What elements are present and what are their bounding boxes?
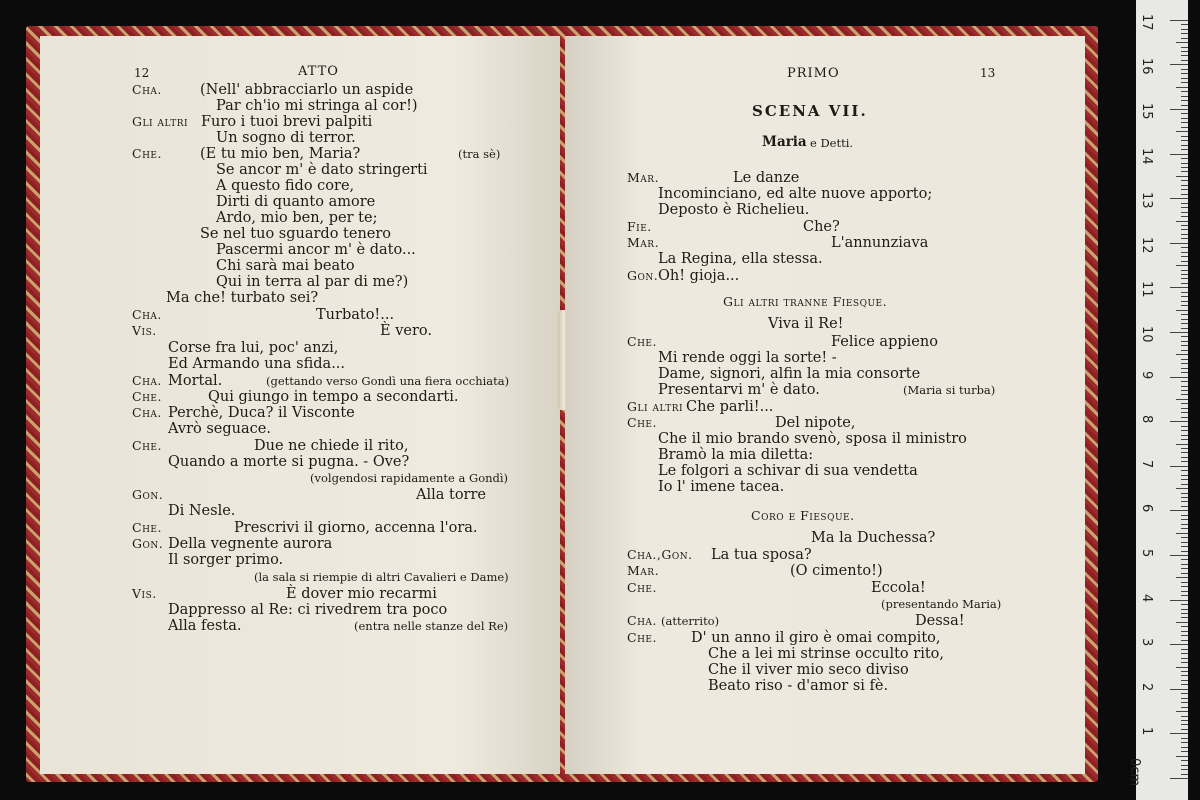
ruler-tick <box>1181 234 1188 235</box>
ruler-number: 13 <box>1139 192 1154 209</box>
verse-line: La tua sposa? <box>711 547 812 563</box>
ruler-tick <box>1176 221 1188 222</box>
ruler-tick <box>1181 278 1188 279</box>
ruler-tick <box>1181 613 1188 614</box>
ruler-number: 8 <box>1139 415 1154 424</box>
ruler-tick <box>1170 733 1188 734</box>
ruler-tick <box>1181 171 1188 172</box>
ruler-tick <box>1181 305 1188 306</box>
ruler-tick <box>1181 649 1188 650</box>
ruler-tick <box>1176 87 1188 88</box>
ruler-tick <box>1181 203 1188 204</box>
ruler-tick <box>1181 724 1188 725</box>
verse-line: Presentarvi m' è dato. <box>658 382 820 398</box>
ruler-tick <box>1176 756 1188 757</box>
ruler-number: 2 <box>1139 682 1154 692</box>
ruler-tick <box>1170 600 1188 601</box>
ruler-tick <box>1181 96 1188 97</box>
ruler-tick <box>1181 515 1188 516</box>
ruler-tick <box>1181 519 1188 520</box>
ruler-tick <box>1170 243 1188 244</box>
ruler-tick <box>1181 430 1188 431</box>
ruler-number: 16 <box>1139 58 1154 75</box>
ruler-tick <box>1181 671 1188 672</box>
ruler-tick <box>1181 145 1188 146</box>
ruler-tick <box>1181 328 1188 329</box>
ruler-tick <box>1181 564 1188 565</box>
ruler-tick <box>1181 229 1188 230</box>
ruler-tick <box>1181 158 1188 159</box>
right-page <box>565 36 1085 774</box>
ruler-tick <box>1181 528 1188 529</box>
ruler-tick <box>1170 644 1188 645</box>
ruler-tick <box>1181 439 1188 440</box>
ruler-tick <box>1181 296 1188 297</box>
running-head-right: PRIMO <box>787 66 840 81</box>
verse-line: Se ancor m' è dato stringerti <box>216 162 428 178</box>
ruler-tick <box>1181 252 1188 253</box>
ruler-tick <box>1181 78 1188 79</box>
ruler-tick <box>1181 479 1188 480</box>
verse-line: (O cimento!) <box>790 563 883 579</box>
ruler-tick <box>1181 359 1188 360</box>
verse-line: Che il viver mio seco diviso <box>708 662 909 678</box>
ruler-tick <box>1181 386 1188 387</box>
ruler-tick <box>1170 555 1188 556</box>
chorus-heading: Gli altri tranne Fiesque. <box>723 294 888 309</box>
ruler-tick <box>1181 91 1188 92</box>
ruler-tick <box>1176 399 1188 400</box>
ruler-tick <box>1170 64 1188 65</box>
ruler-tick <box>1181 747 1188 748</box>
running-head-left: ATTO <box>298 64 339 79</box>
ruler-tick <box>1181 319 1188 320</box>
verse-line: Dirti di quanto amore <box>216 194 376 210</box>
ruler-number: 3 <box>1139 638 1154 647</box>
ruler-tick <box>1181 448 1188 449</box>
ruler-tick <box>1176 42 1188 43</box>
ruler-tick <box>1181 573 1188 574</box>
ruler-tick <box>1170 198 1188 199</box>
speaker: Che. <box>627 334 657 349</box>
ruler-tick <box>1181 604 1188 605</box>
ruler-tick <box>1181 167 1188 168</box>
verse-line: Bramò la mia diletta: <box>658 447 814 463</box>
ruler-tick <box>1181 51 1188 52</box>
speaker: Che. <box>627 580 657 595</box>
verse-line: Chi sarà mai beato <box>216 258 355 274</box>
speaker: Che. <box>627 415 657 430</box>
verse-line: Perchè, Duca? il Visconte <box>168 405 355 421</box>
speaker: Cha. <box>627 613 657 628</box>
verse-line: Pascermi ancor m' è dato... <box>216 242 416 258</box>
ruler-tick <box>1170 20 1188 21</box>
ruler-tick <box>1181 292 1188 293</box>
page-number-right: 13 <box>980 66 996 80</box>
ruler-tick <box>1181 658 1188 659</box>
ruler-tick <box>1181 617 1188 618</box>
ruler-tick <box>1181 122 1188 123</box>
ruler-tick <box>1181 537 1188 538</box>
ruler-tick <box>1176 667 1188 668</box>
verse-line: Il sorger primo. <box>168 552 284 568</box>
verse-line: Beato riso - d'amor si fè. <box>708 678 889 694</box>
ruler-tick <box>1181 185 1188 186</box>
ruler-tick <box>1181 194 1188 195</box>
ruler-tick <box>1181 769 1188 770</box>
ruler-tick <box>1181 484 1188 485</box>
ruler-tick <box>1181 751 1188 752</box>
ruler-number: 9 <box>1139 370 1154 379</box>
ruler-tick <box>1181 461 1188 462</box>
ruler-tick <box>1181 662 1188 663</box>
ruler-tick <box>1181 626 1188 627</box>
scene-character-main: Maria <box>762 134 807 150</box>
ruler-tick <box>1181 546 1188 547</box>
ruler-tick <box>1181 29 1188 30</box>
ruler-number: 12 <box>1139 236 1154 254</box>
ruler-tick <box>1181 595 1188 596</box>
ruler-tick <box>1181 653 1188 654</box>
verse-line: L'annunziava <box>831 235 929 251</box>
ruler-tick <box>1181 345 1188 346</box>
ruler-tick <box>1181 765 1188 766</box>
verse-line: Quando a morte si pugna. - Ove? <box>168 454 410 470</box>
ruler-tick <box>1181 33 1188 34</box>
ruler-tick <box>1181 501 1188 502</box>
ruler-tick <box>1181 760 1188 761</box>
ruler-tick <box>1181 693 1188 694</box>
stage-direction: (entra nelle stanze del Re) <box>354 619 509 633</box>
measuring-ruler <box>1127 0 1188 800</box>
ruler-tick <box>1181 591 1188 592</box>
chorus-heading: Coro e Fiesque. <box>751 508 855 523</box>
verse-line: Ed Armando una sfida... <box>168 356 346 372</box>
ruler-tick <box>1181 729 1188 730</box>
ruler-tick <box>1181 559 1188 560</box>
ruler-tick <box>1181 372 1188 373</box>
ruler-tick <box>1181 470 1188 471</box>
speaker: Gon. <box>132 487 164 502</box>
ruler-tick <box>1181 640 1188 641</box>
ruler-number: 11 <box>1139 281 1154 298</box>
stage-direction: (presentando Maria) <box>881 597 1002 611</box>
verse-line: Io l' imene tacea. <box>658 479 785 495</box>
speaker: Che. <box>132 389 162 404</box>
ruler-tick <box>1181 163 1188 164</box>
ruler-number: 17 <box>1139 13 1154 31</box>
verse-line: Eccola! <box>871 580 926 596</box>
ruler-tick <box>1181 568 1188 569</box>
ruler-tick <box>1181 435 1188 436</box>
verse-line: Par ch'io mi stringa al cor!) <box>216 98 418 114</box>
speaker: Che. <box>627 630 657 645</box>
ruler-tick <box>1181 475 1188 476</box>
ruler-tick <box>1181 256 1188 257</box>
ruler-tick <box>1181 680 1188 681</box>
ruler-tick <box>1181 238 1188 239</box>
ruler-tick <box>1181 38 1188 39</box>
ruler-tick <box>1181 323 1188 324</box>
left-page <box>40 36 560 774</box>
ruler-tick <box>1170 510 1188 511</box>
ruler-tick <box>1181 403 1188 404</box>
verse-line: Ma la Duchessa? <box>811 530 936 546</box>
ruler-tick <box>1181 452 1188 453</box>
ruler-number: 10 <box>1139 326 1154 343</box>
speaker: Fie. <box>627 219 652 234</box>
verse-line: Due ne chiede il rito, <box>254 438 409 454</box>
ruler-tick <box>1176 533 1188 534</box>
verse-line: Qui in terra al par di me?) <box>216 274 409 290</box>
verse-line: Mortal. <box>168 373 223 389</box>
ruler-tick <box>1181 100 1188 101</box>
speaker: Vis. <box>132 323 157 338</box>
speaker: Gon. <box>132 536 164 551</box>
ruler-number: 1 <box>1139 727 1154 736</box>
speaker: Gli altri <box>627 399 684 414</box>
ruler-tick <box>1181 207 1188 208</box>
speaker: Vis. <box>132 586 157 601</box>
ruler-tick <box>1181 586 1188 587</box>
stage-direction: (tra sè) <box>458 147 501 161</box>
ruler-tick <box>1176 577 1188 578</box>
speaker: Che. <box>132 438 162 453</box>
ruler-tick <box>1181 82 1188 83</box>
ruler-tick <box>1181 180 1188 181</box>
speaker: Che. <box>132 520 162 535</box>
ruler-tick <box>1181 742 1188 743</box>
speaker: Gon. <box>627 268 659 283</box>
ruler-tick <box>1181 417 1188 418</box>
ruler-tick <box>1181 497 1188 498</box>
ruler-number: 14 <box>1139 147 1154 165</box>
ruler-tick <box>1181 707 1188 708</box>
stage-direction: (la sala si riempie di altri Cavalieri e Dame) <box>254 570 509 584</box>
ruler-tick <box>1181 261 1188 262</box>
ruler-tick <box>1181 609 1188 610</box>
ruler-tick <box>1181 412 1188 413</box>
ruler-tick <box>1181 716 1188 717</box>
ruler-tick <box>1181 127 1188 128</box>
verse-line: Della vegnente aurora <box>168 536 333 552</box>
ruler-tick <box>1181 698 1188 699</box>
stage-direction: (gettando verso Gondì una fiera occhiata) <box>266 374 510 388</box>
ruler-tick <box>1181 738 1188 739</box>
ruler-tick <box>1176 622 1188 623</box>
ruler-tick <box>1181 149 1188 150</box>
ruler-number: 7 <box>1139 459 1154 469</box>
ruler-tick <box>1181 394 1188 395</box>
ruler-number: 15 <box>1139 103 1154 120</box>
verse-line: Mi rende oggi la sorte! - <box>658 350 837 366</box>
ruler-tick <box>1181 457 1188 458</box>
verse-line: Oh! gioja... <box>658 268 740 284</box>
ruler-tick <box>1181 301 1188 302</box>
ruler-unit-label: 0cm <box>1127 758 1142 787</box>
verse-line: Turbato!... <box>316 307 395 323</box>
ruler-tick <box>1176 131 1188 132</box>
ruler-tick <box>1181 47 1188 48</box>
verse-line: Furo i tuoi brevi palpiti <box>201 114 373 130</box>
ruler-tick <box>1181 216 1188 217</box>
ruler-tick <box>1170 332 1188 333</box>
page-number-left: 12 <box>134 66 150 80</box>
speaker: Mar. <box>627 563 660 578</box>
verse-line: Dappresso al Re: ci rivedrem tra poco <box>168 602 448 618</box>
ruler-tick <box>1181 493 1188 494</box>
speaker: Cha. <box>132 405 162 420</box>
ruler-tick <box>1181 136 1188 137</box>
verse-line: Viva il Re! <box>768 316 844 332</box>
verse-line: Un sogno di terror. <box>216 130 356 146</box>
ruler-tick <box>1181 189 1188 190</box>
ruler-tick <box>1181 675 1188 676</box>
speaker: Che. <box>132 146 162 161</box>
ruler-tick <box>1181 24 1188 25</box>
ruler-tick <box>1181 363 1188 364</box>
speaker: Mar. <box>627 170 660 185</box>
ruler-tick <box>1181 631 1188 632</box>
speaker: Mar. <box>627 235 660 250</box>
ruler-tick <box>1170 377 1188 378</box>
ruler-tick <box>1170 154 1188 155</box>
ruler-tick <box>1170 421 1188 422</box>
ruler-number: 6 <box>1139 504 1154 513</box>
verse-line: Se nel tuo sguardo tenero <box>200 226 392 242</box>
ruler-tick <box>1181 55 1188 56</box>
ruler-tick <box>1181 408 1188 409</box>
verse-line: Corse fra lui, poc' anzi, <box>168 340 339 356</box>
ruler-tick <box>1181 105 1188 106</box>
verse-line: Incominciano, ed alte nuove apporto; <box>658 186 933 202</box>
ruler-tick <box>1181 113 1188 114</box>
verse-line: (E tu mio ben, Maria? <box>200 146 361 162</box>
scene-character-rest: e Detti. <box>810 136 854 150</box>
ruler-tick <box>1181 702 1188 703</box>
ruler-tick <box>1181 60 1188 61</box>
ruler-tick <box>1176 354 1188 355</box>
speaker: Gli altri <box>132 114 189 129</box>
ruler-tick <box>1181 212 1188 213</box>
verse-line: D' un anno il giro è omai compito, <box>691 630 941 646</box>
stage-direction: (atterrito) <box>661 614 720 628</box>
ruler-tick <box>1181 283 1188 284</box>
ruler-tick <box>1181 118 1188 119</box>
verse-line: Del nipote, <box>775 415 856 431</box>
ruler-number: 4 <box>1139 593 1154 602</box>
verse-line: Le danze <box>733 170 800 186</box>
ruler-tick <box>1181 69 1188 70</box>
verse-line: La Regina, ella stessa. <box>658 251 823 267</box>
ruler-tick <box>1181 426 1188 427</box>
ruler-tick <box>1181 247 1188 248</box>
speaker: Cha. <box>132 373 162 388</box>
ruler-tick <box>1181 506 1188 507</box>
ruler-tick <box>1181 73 1188 74</box>
speaker: Cha. <box>132 82 162 97</box>
ruler-tick <box>1181 582 1188 583</box>
verse-line: Alla torre <box>416 487 487 503</box>
verse-line: Ma che! turbato sei? <box>166 290 319 306</box>
verse-line: Dame, signori, alfin la mia consorte <box>658 366 921 382</box>
ruler-tick <box>1176 265 1188 266</box>
verse-line: Qui giungo in tempo a secondarti. <box>208 389 459 405</box>
verse-line: Deposto è Richelieu. <box>658 202 810 218</box>
ruler-tick <box>1181 274 1188 275</box>
speaker: Cha. <box>132 307 162 322</box>
ruler-tick <box>1181 720 1188 721</box>
ruler-tick <box>1170 287 1188 288</box>
verse-line: Prescrivi il giorno, accenna l'ora. <box>234 520 478 536</box>
stage-direction: (Maria si turba) <box>903 383 996 397</box>
speaker: Cha.,Gon. <box>627 547 693 562</box>
ruler-tick <box>1181 774 1188 775</box>
ruler-tick <box>1181 542 1188 543</box>
verse-line: (Nell' abbracciarlo un aspide <box>200 82 414 98</box>
ruler-tick <box>1181 140 1188 141</box>
ruler-tick <box>1181 270 1188 271</box>
ruler-tick <box>1176 176 1188 177</box>
ruler-tick <box>1176 488 1188 489</box>
ruler-tick <box>1176 711 1188 712</box>
ruler-tick <box>1181 524 1188 525</box>
scene-title: SCENA VII. <box>752 102 868 120</box>
ruler-tick <box>1181 225 1188 226</box>
verse-line: Felice appieno <box>831 334 938 350</box>
ruler-tick <box>1181 336 1188 337</box>
verse-line: Dessa! <box>915 613 965 629</box>
ruler-tick <box>1181 341 1188 342</box>
verse-line: È dover mio recarmi <box>286 586 437 602</box>
ruler-tick <box>1181 381 1188 382</box>
ruler-tick <box>1170 466 1188 467</box>
verse-line: È vero. <box>380 323 432 339</box>
verse-line: Che il mio brando svenò, sposa il ministro <box>658 431 967 447</box>
ruler-tick <box>1181 635 1188 636</box>
ruler-tick <box>1181 551 1188 552</box>
ruler-tick <box>1181 390 1188 391</box>
ruler-tick <box>1170 778 1188 779</box>
ruler-tick <box>1176 310 1188 311</box>
verse-line: Che parli!... <box>686 399 774 415</box>
ruler-tick <box>1181 684 1188 685</box>
stage-direction: (volgendosi rapidamente a Gondì) <box>310 471 509 485</box>
verse-line: Ardo, mio ben, per te; <box>216 210 378 226</box>
ruler-tick <box>1170 689 1188 690</box>
ruler-tick <box>1181 350 1188 351</box>
verse-line: Che a lei mi strinse occulto rito, <box>708 646 944 662</box>
verse-line: A questo fido core, <box>216 178 355 194</box>
ruler-tick <box>1181 368 1188 369</box>
verse-line: Le folgori a schivar di sua vendetta <box>658 463 918 479</box>
verse-line: Alla festa. <box>168 618 242 634</box>
verse-line: Che? <box>803 219 840 235</box>
verse-line: Avrò seguace. <box>168 421 271 437</box>
ruler-tick <box>1170 109 1188 110</box>
ruler-tick <box>1176 444 1188 445</box>
ruler-tick <box>1181 314 1188 315</box>
verse-line: Di Nesle. <box>168 503 236 519</box>
ruler-number: 5 <box>1139 549 1154 558</box>
